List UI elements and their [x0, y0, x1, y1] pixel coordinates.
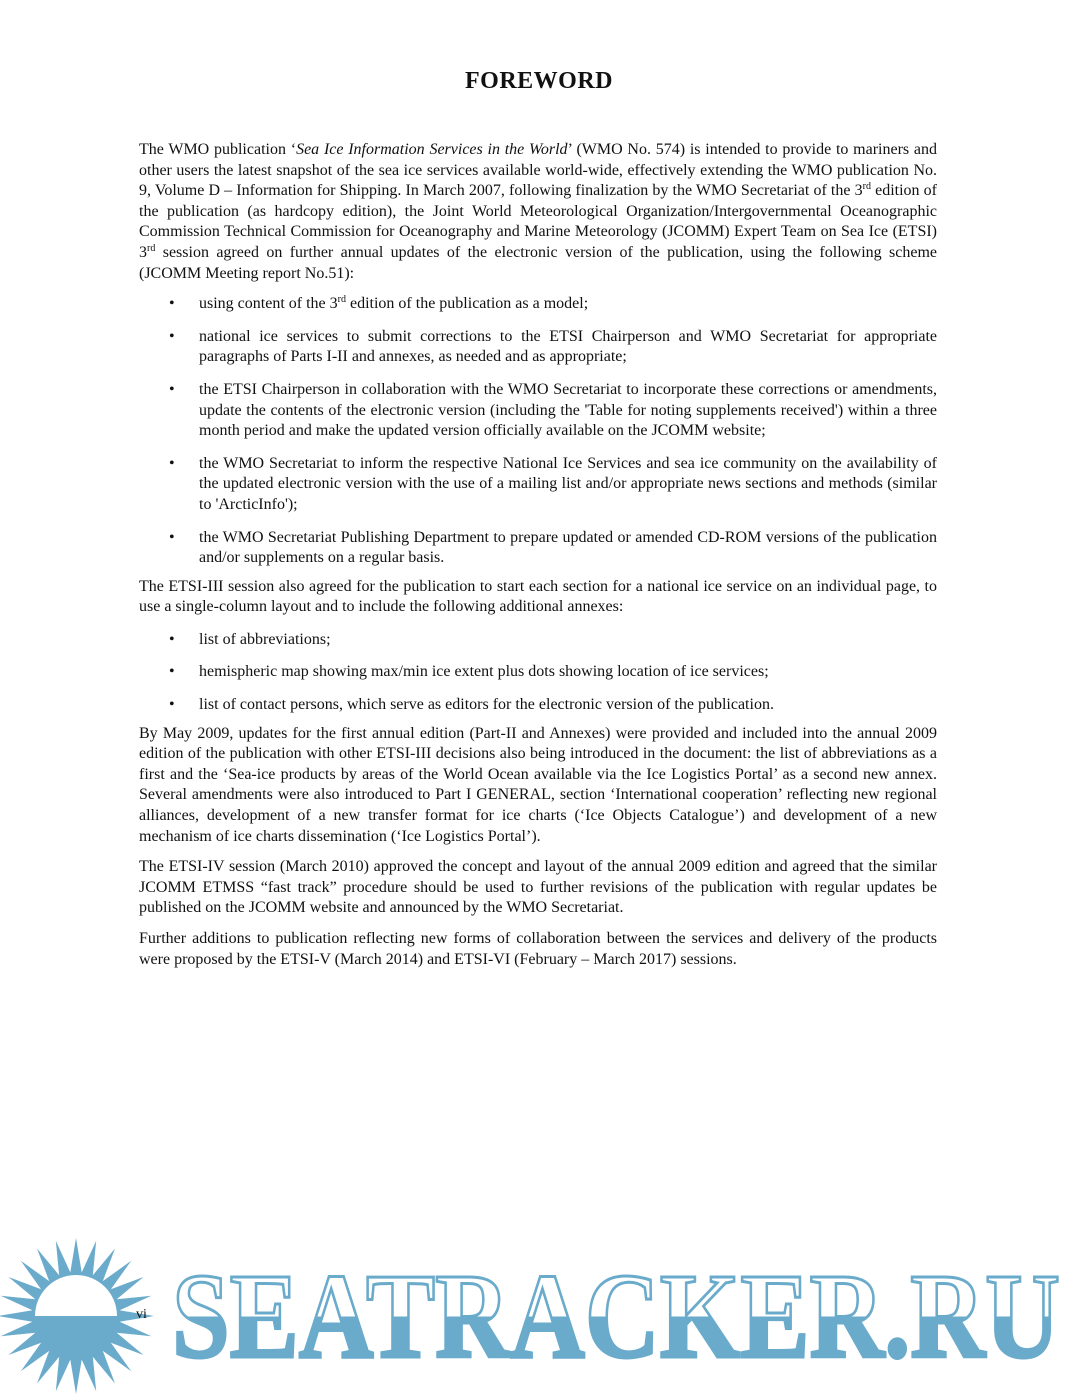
list-item: [139, 454, 937, 516]
list-item: [139, 380, 937, 442]
text: the WMO Secretariat Publishing Department to prepare updated or amended CD-ROM versions of the publication and/or supplements on a regular basis.: [199, 528, 937, 567]
text: edition of the publication (as hardcopy edition), the Joint World Meteorological Organization/Intergovernmental Oceanographic Commission Technical Commission for Oceanography and Marine Meteorology (JCOMM) Expert Team on Sea Ice (ETSI) 3: [139, 182, 938, 261]
superscript: rd: [337, 294, 346, 306]
superscript: rd: [147, 242, 156, 254]
text: ’ (WMO No. 574) is intended to provide to mariners and other users the latest snapshot of the sea ice services available world-wide, effectively extending the WMO publication No. 9, Volume D – Information for Shipping. In March 2007, following finalization by the WMO Secretariat of the 3: [139, 141, 938, 200]
seatracker-watermark: [0, 1230, 1078, 1395]
list-item: [139, 695, 937, 716]
bullet: •: [169, 528, 175, 546]
text: the ETSI Chairperson in collaboration with the WMO Secretariat to incorporate these corrections or amendments, update the contents of the electronic version (including the 'Table for noting supplements received') within a three month period and make the updated version officially available on the JCOMM website;: [199, 380, 937, 440]
text: list of abbreviations;: [199, 630, 331, 648]
paragraph-etsi-iii: The ETSI-III session also agreed for the publication to start each section for a national ice service on an individual page, to use a single-column layout and to include the following additional annexes:: [139, 577, 937, 616]
bullet: •: [169, 696, 175, 714]
list-item: [139, 630, 937, 651]
watermark-text: SEATRACKER.RU: [172, 1249, 1060, 1384]
paragraph-etsi-iv: The ETSI-IV session (March 2010) approved the concept and layout of the annual 2009 edition and agreed that the similar JCOMM ETMSS “fast track” procedure should be used to further revisions of the publication with regular updates be published on the JCOMM website and announced by the WMO Secretariat.: [139, 858, 937, 917]
paragraph-intro: [139, 140, 937, 284]
bullet: •: [169, 295, 175, 313]
list-item: [139, 294, 937, 315]
text: list of contact persons, which serve as editors for the electronic version of the publication.: [199, 696, 774, 714]
bullet: •: [169, 327, 175, 345]
list-item: [139, 662, 937, 683]
publication-title: Sea Ice Information Services in the World: [296, 141, 568, 158]
page-title: FOREWORD: [465, 68, 613, 94]
text: national ice services to submit corrections to the ETSI Chairperson and WMO Secretariat for appropriate paragraphs of Parts I-II and annexes, as needed and as appropriate;: [199, 327, 937, 366]
page-number: vi: [136, 1307, 147, 1322]
list-item: [139, 327, 937, 368]
annex-list: [139, 630, 937, 716]
text: the WMO Secretariat to inform the respective National Ice Services and sea ice community on the availability of the updated electronic version with the use of a mailing list and/or appropriate news sections and methods (similar to 'ArcticInfo');: [199, 454, 937, 513]
paragraph-may-2009: By May 2009, updates for the first annual edition (Part-II and Annexes) were provided and included into the annual 2009 edition of the publication with other ETSI-III decisions also being introduced in the document: the list of abbreviations as a first and the ‘Sea-ice products by areas of the World Ocean available via the Ice Logistics Portal’ as a second new annex. Several amendments were also introduced to Part I GENERAL, section ‘International cooperation’ reflecting new regional alliances, development of a new transfer format for ice charts (‘Ice Objects Catalogue’) and development of a new mechanism of ice charts dissemination (‘Ice Logistics Portal’).: [139, 724, 937, 845]
document-body: [139, 140, 937, 980]
bullet: •: [169, 663, 175, 681]
text: using content of the 3: [199, 295, 338, 313]
list-item: [139, 528, 937, 569]
sun-logo-icon: [0, 1238, 154, 1394]
bullet: •: [169, 630, 175, 648]
text: hemispheric map showing max/min ice extent plus dots showing location of ice services;: [199, 663, 769, 681]
text: session agreed on further annual updates of the electronic version of the publication, using the following scheme (JCOMM Meeting report No.51):: [139, 243, 937, 282]
bullet: •: [169, 454, 175, 472]
paragraph-further-additions: Further additions to publication reflecting new forms of collaboration between the services and delivery of the products were proposed by the ETSI-V (March 2014) and ETSI-VI (February – March 2017) sessions.: [139, 930, 937, 968]
text: The WMO publication ‘: [139, 141, 297, 158]
superscript: rd: [862, 181, 871, 193]
text: edition of the publication as a model;: [345, 295, 589, 313]
scheme-list: [139, 294, 937, 569]
bullet: •: [169, 380, 175, 398]
